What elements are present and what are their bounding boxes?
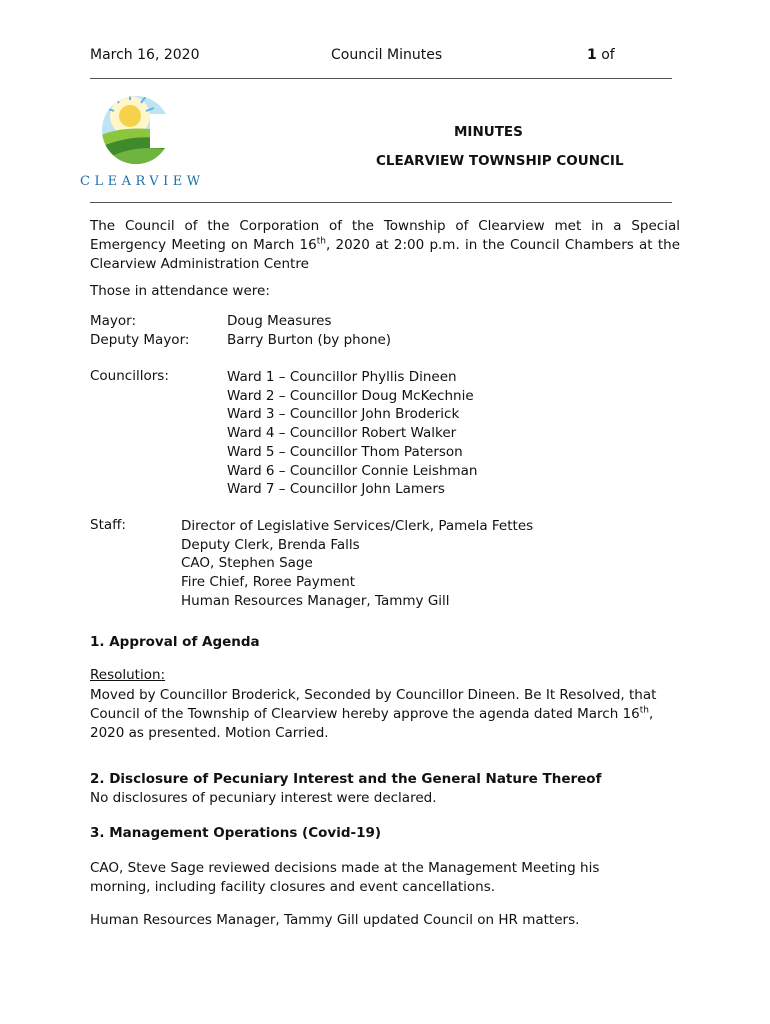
attendance-names (227, 312, 391, 349)
councillor-item: Ward 4 – Councillor Robert Walker (227, 425, 457, 442)
section-3-heading: 3. Management Operations (Covid-19) (90, 825, 382, 841)
section-2-heading: 2. Disclosure of Pecuniary Interest and the General Nature Thereof (90, 771, 602, 787)
section-3-para-1: CAO, Steve Sage reviewed decisions made at the Management Meeting his morning, including facility closures and event cancellations. (90, 860, 600, 895)
intro-superscript: th (316, 236, 326, 247)
councillor-item: Ward 5 – Councillor Thom Paterson (227, 443, 463, 460)
resolution-text-start: Moved by Councillor Broderick, Seconded by Councillor Dineen. Be It Resolved, that Council of the Township of Clearview hereby approve the agenda dated March 16 (90, 687, 657, 722)
resolution-label: Resolution: (90, 667, 166, 683)
staff-list (181, 517, 533, 611)
councillor-item: Ward 2 – Councillor Doug McKechnie (227, 387, 474, 404)
councillor-item: Ward 3 – Councillor John Broderick (227, 406, 460, 423)
staff-label: Staff: (90, 517, 126, 533)
staff-item: Deputy Clerk, Brenda Falls (181, 536, 360, 553)
clearview-logo-icon (78, 92, 198, 172)
title-minutes: MINUTES (454, 124, 523, 140)
intro-text-end: , 2020 at 2:00 p.m. in the Council Chambers at the Clearview Administration Centre (90, 236, 680, 272)
clearview-logo (78, 92, 205, 192)
councillor-item: Ward 6 – Councillor Connie Leishman (227, 462, 478, 479)
staff-item: CAO, Stephen Sage (181, 555, 313, 572)
councillors-label: Councillors: (90, 368, 169, 384)
header-doc-title: Council Minutes (331, 47, 443, 63)
section-3-para-2: Human Resources Manager, Tammy Gill updated Council on HR matters. (90, 912, 580, 928)
header-divider (90, 78, 672, 79)
staff-item: Director of Legislative Services/Clerk, Pamela Fettes (181, 518, 534, 534)
mayor-name: Doug Measures (227, 313, 332, 329)
title-council: CLEARVIEW TOWNSHIP COUNCIL (376, 153, 624, 169)
deputy-mayor-label: Deputy Mayor: (90, 331, 190, 348)
title-divider (90, 202, 672, 203)
header-page-number (587, 47, 615, 63)
page-of: of (601, 47, 615, 63)
intro-paragraph (90, 217, 680, 273)
attendance-labels (90, 312, 189, 349)
intro-text-start: The Council of the Corporation of the Township of Clearview met in a Special Emergency Meeting on March 16 (90, 218, 680, 253)
deputy-mayor-name: Barry Burton (by phone) (227, 331, 392, 348)
councillor-item: Ward 1 – Councillor Phyllis Dineen (227, 369, 457, 385)
header-date: March 16, 2020 (90, 47, 200, 63)
page-number: 1 (587, 47, 597, 63)
staff-item: Fire Chief, Roree Payment (181, 574, 356, 591)
resolution-text-end: , 2020 as presented. Motion Carried. (90, 705, 654, 741)
logo-wordmark: CLEARVIEW (80, 174, 205, 189)
resolution-text (90, 686, 680, 742)
councillor-item: Ward 7 – Councillor John Lamers (227, 481, 445, 498)
councillors-list (227, 368, 477, 499)
resolution-superscript: th (639, 705, 649, 716)
staff-item: Human Resources Manager, Tammy Gill (181, 592, 450, 609)
mayor-label: Mayor: (90, 313, 137, 329)
section-1-heading: 1. Approval of Agenda (90, 634, 260, 650)
attendance-heading: Those in attendance were: (90, 283, 270, 299)
section-2-text: No disclosures of pecuniary interest were declared. (90, 790, 437, 806)
